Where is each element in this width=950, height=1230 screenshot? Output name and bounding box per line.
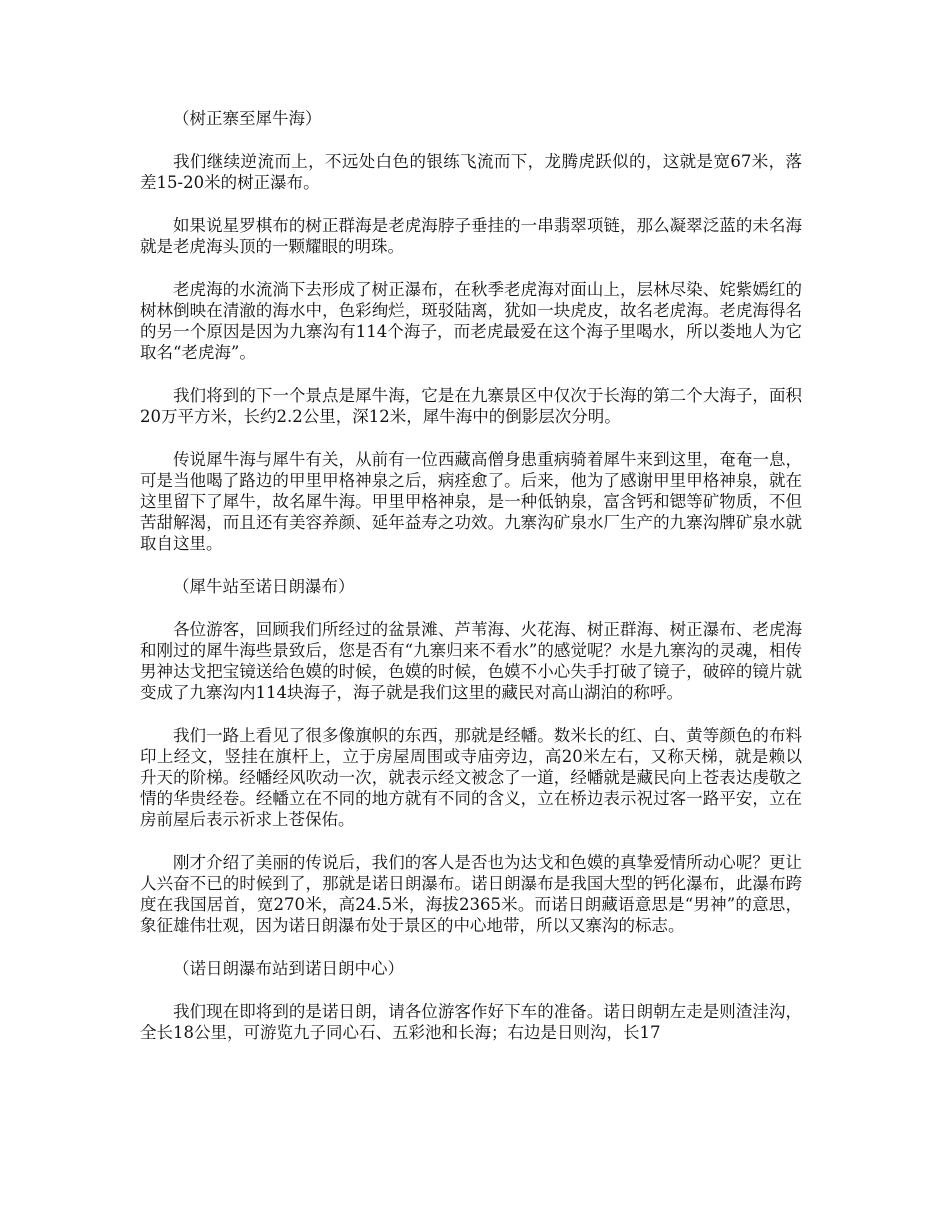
paragraph-tiger-lake: 老虎海的水流淌下去形成了树正瀑布，在秋季老虎海对面山上，层林尽染、姹紫嫣红的树林倒映在清澈的海水中，色彩绚烂，斑驳陆离，犹如一块虎皮，故名老虎海。老虎海得名的另一个原因是因为九寨沟有114个海子，而老虎最爱在这个海子里喝水，所以娄地人为它取名“老虎海”。 bbox=[140, 280, 802, 362]
paragraph-shuzheng-waterfall: 我们继续逆流而上，不远处白色的银练飞流而下，龙腾虎跃似的，这就是宽67米，落差15-20米的树正瀑布。 bbox=[140, 152, 802, 192]
paragraph-rhino-lake: 我们将到的下一个景点是犀牛海，它是在九寨景区中仅次于长海的第二个大海子，面积20万平方米，长约2.2公里，深12米，犀牛海中的倒影层次分明。 bbox=[140, 386, 802, 426]
paragraph-rhino-legend: 传说犀牛海与犀牛有关，从前有一位西藏高僧身患重病骑着犀牛来到这里，奄奄一息，可是当他喝了路边的甲里甲格神泉之后，病痊愈了。后来，他为了感谢甲里甲格神泉，就在这里留下了犀牛，故名犀牛海。甲里甲格神泉，是一种低钠泉，富含钙和锶等矿物质，不但苦甜解渴，而且还有美容养颜、延年益寿之功效。九寨沟矿泉水厂生产的九寨沟牌矿泉水就取自这里。 bbox=[140, 450, 802, 553]
document-page bbox=[140, 108, 802, 1065]
paragraph-prayer-flags: 我们一路上看见了很多像旗帜的东西，那就是经幡。数米长的红、白、黄等颜色的布料印上经文，竖挂在旗杆上，立于房屋周围或寺庙旁边，高20米左右，又称天梯，就是赖以升天的阶梯。经幡经风吹动一次，就表示经文被念了一道，经幡就是藏民向上苍表达虔敬之情的华贵经卷。经幡立在不同的地方就有不同的含义，立在桥边表示祝过客一路平安，立在房前屋后表示祈求上苍保佑。 bbox=[140, 726, 802, 829]
section-heading-shuzheng: （树正寨至犀牛海） bbox=[173, 109, 322, 128]
paragraph-nuorilang-center: 我们现在即将到的是诺日朗，请各位游客作好下车的准备。诺日朗朝左走是则渣洼沟，全长18公里，可游览九子同心石、五彩池和长海；右边是日则沟，长17 bbox=[140, 1002, 802, 1042]
paragraph-weiming-lake: 如果说星罗棋布的树正群海是老虎海脖子垂挂的一串翡翠项链，那么凝翠泛蓝的未名海就是老虎海头顶的一颗耀眼的明珠。 bbox=[140, 216, 802, 256]
section-heading-center: （诺日朗瀑布站到诺日朗中心） bbox=[173, 959, 404, 978]
paragraph-nuorilang-waterfall: 刚才介绍了美丽的传说后，我们的客人是否也为达戈和色嫫的真挚爱情所动心呢？更让人兴奋不已的时候到了，那就是诺日朗瀑布。诺日朗瀑布是我国大型的钙化瀑布，此瀑布跨度在我国居首，宽270米，高24.5米，海拔2365米。而诺日朗藏语意思是“男神”的意思，象征雄伟壮观，因为诺日朗瀑布处于景区的中心地带，所以又寨沟的标志。 bbox=[140, 853, 802, 935]
paragraph-review: 各位游客，回顾我们所经过的盆景滩、芦苇海、火花海、树正群海、树正瀑布、老虎海和刚过的犀牛海些景致后，您是否有“九寨归来不看水”的感觉呢？水是九寨沟的灵魂，相传男神达戈把宝镜送给色嫫的时候，色嫫的时候，色嫫不小心失手打破了镜子，破碎的镜片就变成了九寨沟内114块海子，海子就是我们这里的藏民对高山湖泊的称呼。 bbox=[140, 620, 802, 702]
section-heading-nuorilang: （犀牛站至诺日朗瀑布） bbox=[173, 577, 355, 596]
